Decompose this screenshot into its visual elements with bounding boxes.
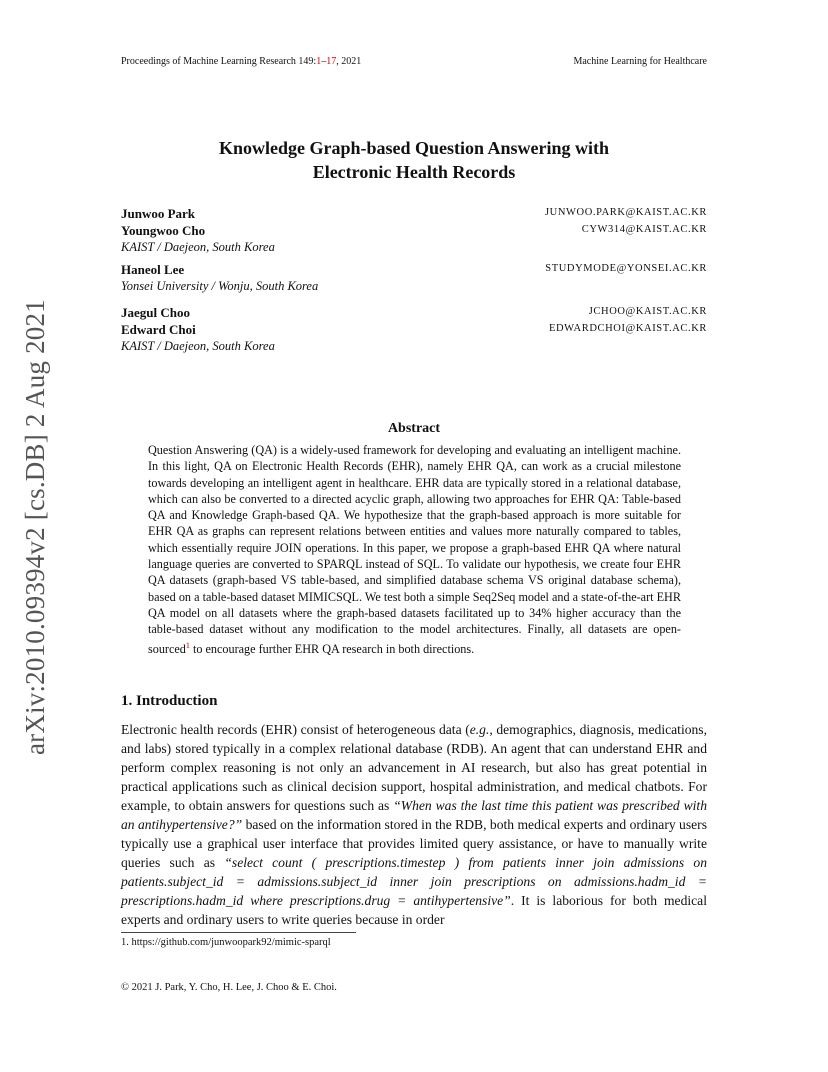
author-email[interactable]: STUDYMODE@YONSEI.AC.KR xyxy=(545,263,707,274)
intro-eg: e.g., xyxy=(469,722,493,737)
author-group-3 xyxy=(121,305,707,354)
intro-text: . It is laborious for both medical experts and ordinary users to write queries because in order xyxy=(121,893,707,927)
footnote-rule xyxy=(121,932,356,933)
author-email[interactable]: CYW314@KAIST.AC.KR xyxy=(581,224,707,235)
intro-quote-question: “When was the last time this patient was prescribed with an antihypertensive?” xyxy=(121,798,707,832)
author-group-2 xyxy=(121,262,707,294)
title-line-1: Knowledge Graph-based Question Answering with xyxy=(218,138,610,158)
author-group-1 xyxy=(121,206,707,255)
section-heading-introduction: 1. Introduction xyxy=(121,693,218,709)
running-header-left xyxy=(121,56,361,67)
footnote-marker[interactable]: 1 xyxy=(185,640,190,650)
intro-text: based on the information stored in the RDB, both medical experts and ordinary users typically use a graphical user interface that provides limited query assistance, or have to manually write queries such as xyxy=(121,817,707,870)
copyright-notice: © 2021 J. Park, Y. Cho, H. Lee, J. Choo & E. Choi. xyxy=(121,982,337,993)
author-name: Jaegul Choo xyxy=(121,305,190,320)
author-email[interactable]: EDWARDCHOI@KAIST.AC.KR xyxy=(548,323,707,334)
abstract-heading: Abstract xyxy=(387,421,441,436)
arxiv-identifier: arXiv:2010.09394v2 [cs.DB] 2 Aug 2021 xyxy=(20,299,50,755)
page-link-end[interactable]: 17 xyxy=(326,56,337,67)
page-link-start[interactable]: 1 xyxy=(316,56,322,67)
author-name: Edward Choi xyxy=(121,322,196,337)
introduction-paragraph xyxy=(121,720,707,929)
author-name: Junwoo Park xyxy=(121,206,196,221)
author-email[interactable]: JCHOO@KAIST.AC.KR xyxy=(588,306,707,317)
abstract-text: Question Answering (QA) is a widely-used framework for developing and evaluating an intelligent machine. In this light, QA on Electronic Health Records (EHR), namely EHR QA, can work as a crucial milestone towards developing an intelligent agent in healthcare. EHR data are typically stored in a relational database, which can also be converted to a directed acyclic graph, allowing two approaches for EHR QA: Table-based QA and Knowledge Graph-based QA. We hypothesize that the graph-based approach is more suitable for EHR QA as graphs can represent relations between entities and values more naturally compared to tables, which essentially require JOIN operations. In this paper, we propose a graph-based EHR QA where natural language queries are converted to SPARQL instead of SQL. To validate our hypothesis, we create four EHR QA datasets (graph-based VS table-based, and simplified database schema VS original database schema), based on a table-based dataset MIMICSQL. We test both a simple Seq2Seq model and a state-of-the-art EHR QA model on all datasets where the graph-based datasets facilitated up to 34% higher accuracy than the table-based dataset without any modification to the model architectures. Finally, all datasets are open-sourced xyxy=(148,443,681,656)
author-name: Haneol Lee xyxy=(121,262,185,277)
affiliation: KAIST / Daejeon, South Korea xyxy=(121,240,275,254)
author-email[interactable]: JUNWOO.PARK@KAIST.AC.KR xyxy=(544,207,707,218)
abstract-body xyxy=(148,442,681,657)
affiliation: Yonsei University / Wonju, South Korea xyxy=(121,279,319,293)
running-header-right: Machine Learning for Healthcare xyxy=(573,56,707,67)
page-dash: – xyxy=(321,56,327,67)
title-line-2: Electronic Health Records xyxy=(312,162,516,182)
abstract-tail: to encourage further EHR QA research in both directions. xyxy=(189,641,475,656)
proceedings-year: , 2021 xyxy=(336,56,362,67)
intro-text: demographics, diagnosis, medications, and labs) stored typically in a complex relational database (RDB). An agent that can understand EHR and perform complex reasoning is not only an advancement in AI research, but also has great potential in practical applications such as clinical decision support, hospital administration, and medical chatbots. For example, to obtain answers for questions such as xyxy=(121,722,707,813)
intro-text: Electronic health records (EHR) consist of heterogeneous data ( xyxy=(121,722,470,737)
footnote[interactable]: 1. https://github.com/junwoopark92/mimic-sparql xyxy=(121,937,331,948)
proceedings-text: Proceedings of Machine Learning Research 149: xyxy=(121,56,317,67)
affiliation: KAIST / Daejeon, South Korea xyxy=(121,339,275,353)
paper-title xyxy=(0,136,828,184)
author-name: Youngwoo Cho xyxy=(121,223,206,238)
intro-quote-query: “select count ( prescriptions.timestep ) from patients inner join admissions on patients.subject_id = admissions.subject_id inner join prescriptions on admissions.hadm_id = prescriptions.hadm_id where prescriptions.drug = antihypertensive” xyxy=(121,855,707,908)
